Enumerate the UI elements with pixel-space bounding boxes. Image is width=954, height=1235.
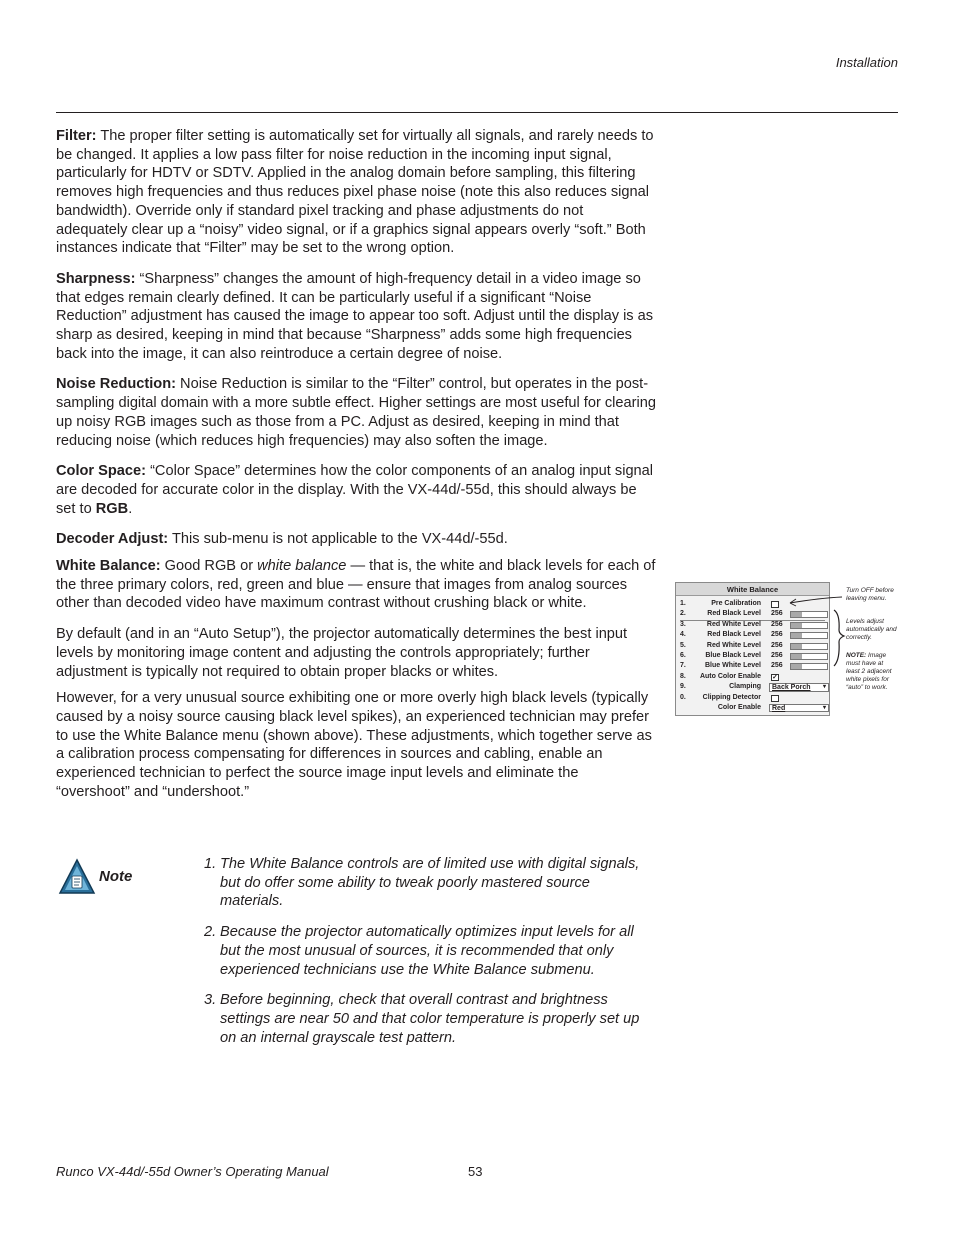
filter-paragraph [56,127,656,258]
clipping-detector-checkbox [771,695,779,702]
wb-row-number: 5. [680,641,686,649]
wb-row-label: Red Black Level [707,610,761,618]
sharpness-paragraph [56,270,656,364]
note-number: 2. [204,924,217,941]
wb-row-label: Blue White Level [704,662,761,670]
clamping-value: Back Porch [772,684,811,692]
wb-row-clamping [676,682,829,692]
white-balance-text-b: — that is, the white and black levels for each of the three primary colors, red, green and blue — ensure that images from analog sources other than decoded video have maximum contrast without crushing black or white. [56,558,656,612]
wb-row-number: 8. [680,672,686,680]
wb-row-value: 256 [771,651,783,659]
wb-row-clipping-detector [676,693,829,703]
footer-manual-title: Runco VX-44d/-55d Owner’s Operating Manual [56,1164,329,1179]
however-paragraph: However, for a very unusual source exhibiting one or more overly high black levels (typically caused by a noisy source causing black level spikes), an experienced technician may prefer to use the White Balance menu (shown above). These adjustments, which together serve as a calibration process compensating for differences in sources and cabling, enable an experienced technician to perfect the source image input levels and eliminate the “overshoot” and “undershoot.” [56,690,652,800]
wb-row-label: Color Enable [717,703,761,711]
wb-row-value: 256 [771,662,783,670]
wb-row-label: Red Black Level [707,631,761,639]
noise-reduction-text: Noise Reduction is similar to the “Filter” control, but operates in the post-sampling digital domain with a more subtle effect. Higher settings are most useful for clearing up noisy RGB images such as those from a PC. Adjust as desired, keeping in mind that reducing noise (which reduces high frequencies) may also soften the image. [56,376,656,449]
annotation-note-bold: NOTE: [846,652,867,659]
color-space-paragraph [56,462,656,518]
sharpness-term: Sharpness: [56,270,136,287]
filter-text: The proper filter setting is automatically set for virtually all signals, and rarely needs to be changed. It applies a low pass filter for noise reduction in the incoming input signal, particularly for HDTV or SDTV. Applied in the analog domain before sampling, this filtering removes high frequencies and thus reduces pixel phase noise (note this also reduces signal bandwidth). Override only if standard pixel tracking and phase adjustments do not adequately clear up a “noisy” video signal, or if a graphics signal appears overly “soft.” Both instances indicate that “Filter” may be set to the wrong option. [56,128,654,257]
note-text: The White Balance controls are of limited use with digital signals, but do offer some ability to tweak poorly mastered source materials. [220,856,640,910]
color-space-text: “Color Space” determines how the color components of an analog input signal are decoded for accurate color in the display. With the VX-44d/-55d, this should always be set to [56,463,654,517]
annotation-turn-off: Turn OFF before leaving menu. [846,587,894,602]
auto-color-enable-checkbox: ✓ [772,673,778,681]
header-rule [56,112,898,113]
wb-row-label: Red White Level [706,620,761,628]
wb-row-label: Auto Color Enable [699,672,761,680]
wb-row-number: 2. [680,610,686,618]
wb-row-label: Red White Level [706,641,761,649]
wb-row-label: Blue Black Level [705,651,761,659]
note-label: Note [99,868,133,885]
annotation-note [846,652,892,692]
color-enable-select [769,704,829,713]
note-number: 3. [204,992,217,1009]
wb-row-number: 1. [680,600,686,607]
annotation-note-text: Image must have at least 2 adjacent white pixels for “auto” to work. [846,652,892,691]
noise-reduction-term: Noise Reduction: [56,376,176,393]
wb-row-number: 3. [680,620,686,628]
color-space-rgb: RGB [95,500,129,517]
wb-row-number: 7. [680,662,686,670]
note-text: Because the projector automatically optimizes input levels for all but the most unusual of sources, it is recommended that only experienced technicians use the White Balance submenu. [220,924,634,978]
note-list [204,855,656,1059]
wb-row-value: 256 [771,631,783,639]
wb-row-value: 256 [771,610,783,618]
decoder-adjust-text: This sub-menu is not applicable to the VX-44d/-55d. [168,531,508,548]
wb-row-number: 9. [680,683,686,691]
white-balance-menu-title: White Balance [676,583,829,596]
note-text: Before beginning, check that overall contrast and brightness settings are near 50 and that color temperature is properly set up on an internal grayscale test pattern. [220,992,640,1046]
wb-row-value: 256 [771,641,783,649]
wb-row-label: Clipping Detector [702,693,761,701]
note-item [204,923,656,979]
note-number: 1. [204,856,217,872]
note-icon [58,858,96,896]
wb-row-auto-color-enable [676,672,829,682]
white-balance-italic: white balance [257,558,347,575]
wb-row-number: 4. [680,631,686,639]
wb-row-value: 256 [771,620,783,628]
white-balance-term: White Balance: [56,558,161,575]
decoder-adjust-term: Decoder Adjust: [56,531,169,548]
white-balance-paragraph [56,557,656,613]
running-header: Installation [835,55,898,70]
clamping-select [769,683,829,692]
wb-row-number: 6. [680,651,686,659]
wb-row-label: Clamping [729,683,761,691]
brace-icon [834,610,844,666]
noise-reduction-paragraph [56,375,656,450]
callout-arrow-line [790,597,842,603]
note-item [204,855,656,911]
color-space-end: . [128,500,133,517]
wb-row-label: Pre Calibration [711,600,761,607]
white-balance-text-a: Good RGB or [160,558,258,575]
color-space-term: Color Space: [56,463,147,480]
color-enable-value: Red [772,704,786,712]
dropdown-arrow-icon: ▾ [822,704,826,711]
annotation-levels: Levels adjust automatically and correctly. [846,618,897,641]
filter-term: Filter: [56,128,97,144]
sharpness-text: “Sharpness” changes the amount of high-frequency detail in a video image so that edges remain clearly defined. It can be particularly useful if a significant “Noise Reduction” adjustment has caused the image to appear too soft. Adjust until the display is as sharp as desired, keeping in mind that because “Sharpness” adds some high frequencies back into the image, it can also reintroduce a certain degree of noise. [56,270,654,362]
body-text [56,127,656,814]
default-paragraph: By default (and in an “Auto Setup”), the projector automatically determines the best input levels by monitoring image content and adjusting the controls appropriately; further adjustment is typically not required to obtain proper blacks or whites. [56,626,628,680]
pre-calibration-checkbox [771,601,779,608]
decoder-adjust-paragraph [56,530,656,549]
callout-graphics [780,590,850,670]
page-number: 53 [468,1164,483,1179]
note-item [204,991,656,1047]
wb-row-number: 0. [680,693,686,701]
wb-row-color-enable [676,703,829,713]
dropdown-arrow-icon: ▾ [822,684,826,691]
